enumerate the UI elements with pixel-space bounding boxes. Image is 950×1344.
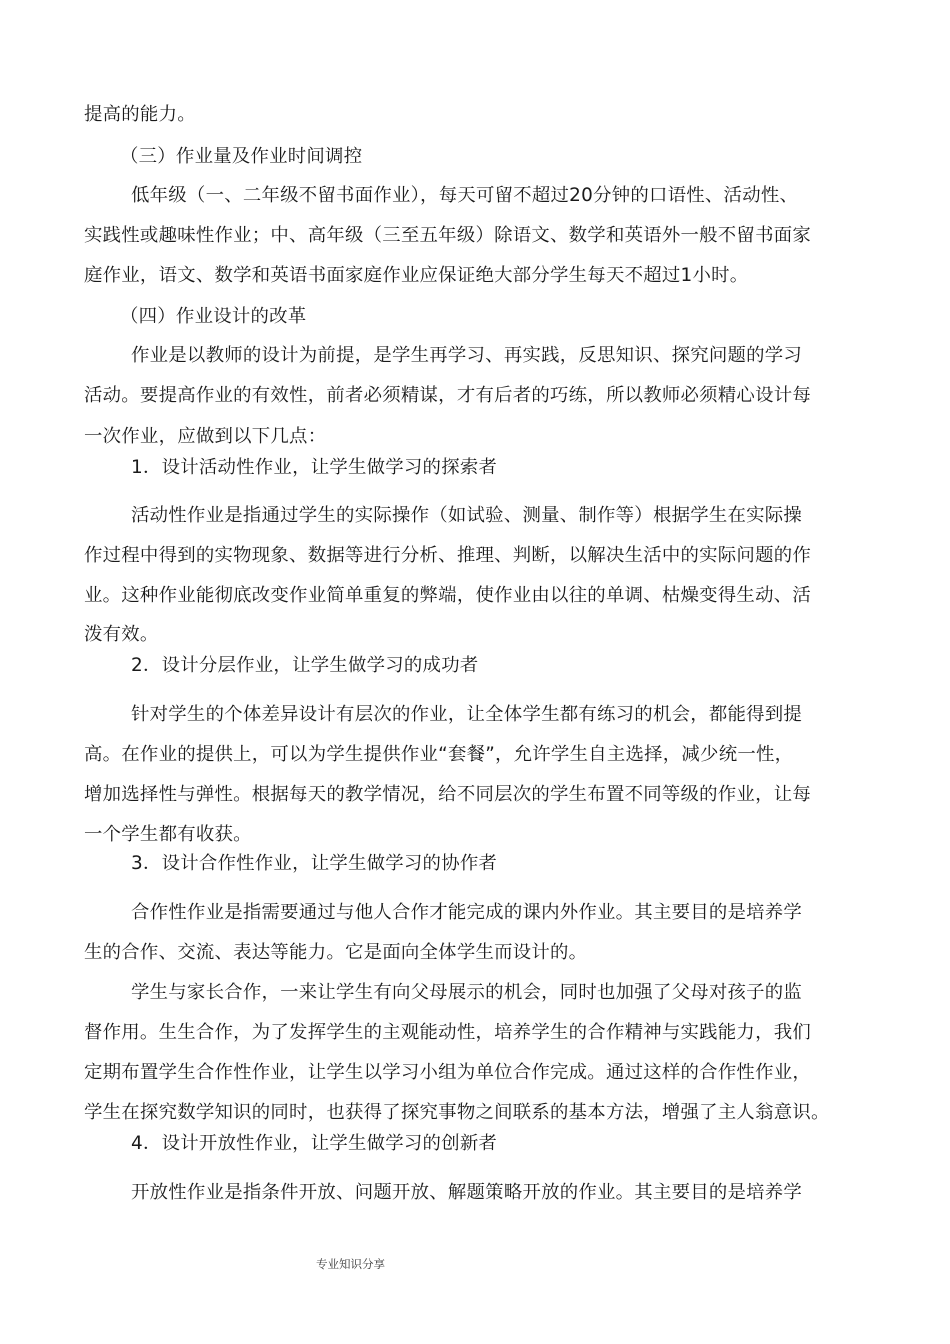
text-line: 泼有效。	[84, 624, 159, 645]
item-heading: 2．设计分层作业，让学生做学习的成功者	[131, 655, 479, 676]
text-line: 学生与家长合作，一来让学生有向父母展示的机会，同时也加强了父母对孩子的监	[131, 982, 803, 1003]
text-line: 一个学生都有收获。	[84, 824, 252, 845]
text-line: 高。在作业的提供上，可以为学生提供作业“套餐”，允许学生自主选择，减少统一性，	[84, 744, 794, 765]
text-line: 生的合作、交流、表达等能力。它是面向全体学生而设计的。	[84, 942, 588, 963]
text-line: 活动性作业是指通过学生的实际操作（如试验、测量、制作等）根据学生在实际操	[131, 505, 803, 526]
text-line: 合作性作业是指需要通过与他人合作才能完成的课内外作业。其主要目的是培养学	[131, 902, 803, 923]
item-heading: 1．设计活动性作业，让学生做学习的探索者	[131, 457, 498, 478]
text-line: 针对学生的个体差异设计有层次的作业，让全体学生都有练习的机会，都能得到提	[131, 704, 803, 725]
text-line: 学生在探究数学知识的同时，也获得了探究事物之间联系的基本方法，增强了主人翁意识。	[84, 1102, 830, 1123]
text-line: 定期布置学生合作性作业，让学生以学习小组为单位合作完成。通过这样的合作性作业，	[84, 1062, 811, 1083]
text-line: 活动。要提高作业的有效性，前者必须精谋，才有后者的巧练，所以教师必须精心设计每	[84, 385, 811, 406]
text-line: 作业是以教师的设计为前提，是学生再学习、再实践，反思知识、探究问题的学习	[131, 345, 803, 366]
text-line: 提高的能力。	[84, 104, 196, 125]
text-line: 督作用。生生合作，为了发挥学生的主观能动性，培养学生的合作精神与实践能力，我们	[84, 1022, 811, 1043]
text-line: 业。这种作业能彻底改变作业简单重复的弊端，使作业由以往的单调、枯燥变得生动、活	[84, 585, 811, 606]
text-line: 实践性或趣味性作业；中、高年级（三至五年级）除语文、数学和英语外一般不留书面家	[84, 225, 811, 246]
text-line: 低年级（一、二年级不留书面作业），每天可留不超过20分钟的口语性、活动性、	[131, 185, 799, 206]
text-line: 增加选择性与弹性。根据每天的教学情况，给不同层次的学生布置不同等级的作业，让每	[84, 784, 811, 805]
text-line: 庭作业，语文、数学和英语书面家庭作业应保证绝大部分学生每天不超过1小时。	[84, 265, 749, 286]
item-heading: 4．设计开放性作业，让学生做学习的创新者	[131, 1133, 498, 1154]
page-footer: 专业知识分享	[316, 1257, 385, 1271]
section-heading: （三）作业量及作业时间调控	[120, 146, 363, 167]
text-line: 作过程中得到的实物现象、数据等进行分析、推理、判断，以解决生活中的实际问题的作	[84, 545, 811, 566]
text-line: 开放性作业是指条件开放、问题开放、解题策略开放的作业。其主要目的是培养学	[131, 1182, 803, 1203]
text-line: 一次作业，应做到以下几点：	[84, 426, 327, 447]
section-heading: （四）作业设计的改革	[120, 306, 307, 327]
item-heading: 3．设计合作性作业，让学生做学习的协作者	[131, 853, 498, 874]
